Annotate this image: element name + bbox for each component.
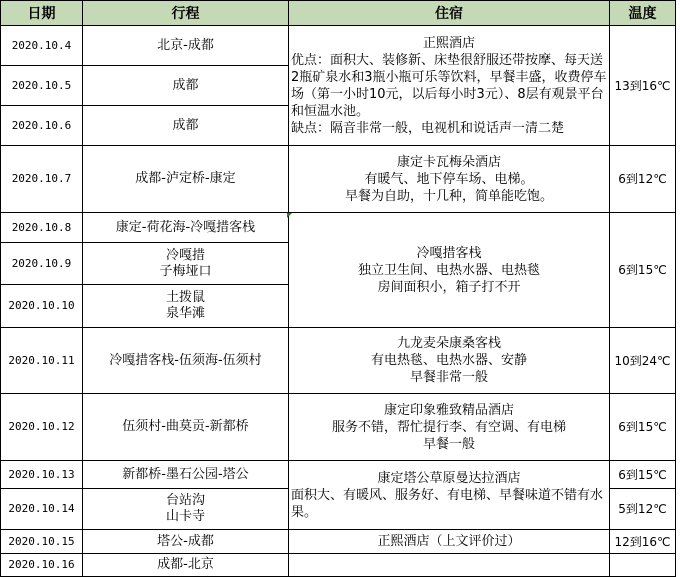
date-cell: 2020.10.4 [1,26,83,66]
route-cell [83,243,289,285]
hotel-name: 康定卡瓦梅朵酒店 [396,154,501,170]
route-line: 成都-北京 [157,557,214,572]
hotel-cons: 缺点：隔音非常一般，电视机和说话声一清二楚 [291,120,565,136]
header-date: 日期 [1,1,83,26]
route-line: 新都桥-墨石公园-塔公 [122,466,249,482]
route-line: 成都 [172,117,199,133]
hotel-name: 康定印象雅致精品酒店 [383,402,514,418]
route-line: 塔公-成都 [157,533,214,549]
temp-cell: 6到15℃ [610,461,676,489]
hotel-note: 有电热毯、电热水器、安静 [370,353,527,368]
date-cell: 2020.10.7 [1,146,83,213]
route-line: 北京-成都 [157,37,214,53]
stay-cell-zhengxi [289,26,610,146]
hotel-note: 早餐非常一般 [409,370,488,385]
route-cell [83,213,289,243]
date-cell: 2020.10.15 [1,530,83,554]
date-cell: 2020.10.13 [1,461,83,489]
stay-cell-lengga [289,213,610,328]
header-route: 行程 [83,1,289,26]
temp-cell: 6到15℃ [610,394,676,461]
route-line: 山卡寺 [165,509,205,524]
temp-cell-empty [610,554,676,577]
route-cell [83,106,289,146]
route-cell [83,461,289,489]
hotel-name: 冷嘎措客栈 [416,245,482,261]
hotel-name: 正熙酒店（上文评价过） [377,534,521,549]
route-line: 台站沟 [165,493,205,508]
route-line: 子梅垭口 [159,263,212,279]
header-row [1,1,676,26]
route-line: 伍须村-曲莫贡-新都桥 [122,419,249,434]
table-row [1,554,676,577]
table-row [1,530,676,554]
hotel-pros: 优点：面积大、装修新、床垫很舒服还带按摩、每天送2瓶矿泉水和3瓶小瓶可乐等饮料，早餐丰盛，收费停车场（第一小时10元，以后每小时3元）、8层有观景平台和恒温水池。 [291,52,607,119]
route-cell [83,328,289,394]
route-cell [83,530,289,554]
table-row [1,394,676,461]
route-cell [83,489,289,530]
date-cell: 2020.10.12 [1,394,83,461]
table-row [1,26,676,66]
hotel-note: 有暖气、地下停车场、电梯。 [364,171,534,187]
stay-cell-kawa [289,146,610,213]
route-cell [83,285,289,328]
temp-cell: 13到16℃ [610,26,676,146]
stay-cell-yinxiang [289,394,610,461]
route-line: 冷嘎措客栈-伍须海-伍须村 [109,352,262,368]
header-temp: 温度 [610,1,676,26]
date-cell: 2020.10.10 [1,285,83,328]
hotel-note: 服务不错，帮忙提行李、有空调、有电梯 [331,419,566,435]
hotel-note: 独立卫生间、电热水器、电热毯 [357,262,540,278]
stay-cell-tagong [289,461,610,530]
date-cell: 2020.10.14 [1,489,83,530]
stay-cell-jiulong [289,328,610,394]
hotel-name: 九龙麦朵康桑客栈 [396,336,501,351]
table-row [1,146,676,213]
date-cell: 2020.10.16 [1,554,83,577]
route-cell [83,26,289,66]
route-line: 泉华滩 [165,306,205,321]
date-cell: 2020.10.9 [1,243,83,285]
route-cell [83,66,289,106]
hotel-note: 早餐为自助，十几种，简单能吃饱。 [344,188,553,204]
route-cell [83,146,289,213]
route-cell [83,554,289,577]
table-row [1,328,676,394]
hotel-name: 正熙酒店 [422,35,475,51]
route-line: 康定-荷花海-冷嘎措客栈 [115,219,256,235]
temp-cell: 5到12℃ [610,489,676,530]
comment-marker-icon [287,213,292,218]
hotel-note: 面积大、有暖风、服务好、有电梯、早餐味道不错有水果。 [291,487,604,520]
temp-cell: 6到15℃ [610,213,676,328]
temp-cell: 12到16℃ [610,530,676,554]
hotel-note: 早餐一般 [422,436,475,452]
route-line: 土拨鼠 [165,290,205,305]
table-row [1,213,676,243]
temp-cell: 6到12℃ [610,146,676,213]
hotel-note: 房间面积小，箱子打不开 [377,279,521,295]
date-cell: 2020.10.8 [1,213,83,243]
table-row [1,461,676,489]
route-line: 冷嘎措 [165,247,205,263]
hotel-name: 康定塔公草原曼达拉酒店 [377,470,521,486]
route-cell [83,394,289,461]
date-cell: 2020.10.5 [1,66,83,106]
stay-cell-empty [289,554,610,577]
route-line: 成都-泸定桥-康定 [135,171,236,186]
date-cell: 2020.10.11 [1,328,83,394]
date-cell: 2020.10.6 [1,106,83,146]
route-line: 成都 [172,77,199,93]
temp-cell: 10到24℃ [610,328,676,394]
stay-cell-zhengxi-again [289,530,610,554]
header-stay: 住宿 [289,1,610,26]
